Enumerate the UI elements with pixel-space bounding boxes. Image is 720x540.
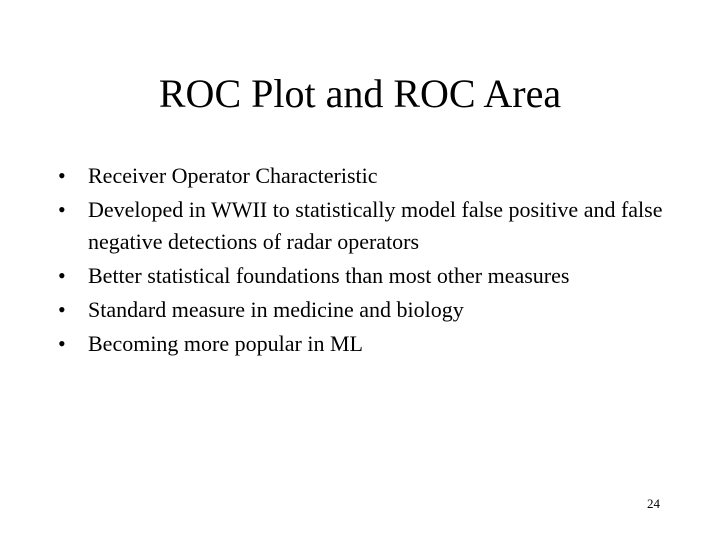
bullet-item <box>58 160 678 192</box>
bullet-text: Becoming more popular in ML <box>88 331 363 356</box>
bullet-icon: • <box>58 197 66 222</box>
bullet-item <box>58 328 678 360</box>
bullet-icon: • <box>58 163 66 188</box>
bullet-item <box>58 194 678 258</box>
bullet-text: Developed in WWII to statistically model false positive and false negative detections of radar operators <box>88 197 663 254</box>
page-number: 24 <box>647 496 660 511</box>
bullet-item <box>58 260 678 292</box>
bullet-text: Standard measure in medicine and biology <box>88 297 464 322</box>
bullet-icon: • <box>58 263 66 288</box>
slide-title: ROC Plot and ROC Area <box>158 71 562 116</box>
bullet-text: Better statistical foundations than most other measures <box>88 263 570 288</box>
bullet-icon: • <box>58 331 66 356</box>
bullet-item <box>58 294 678 326</box>
bullet-list <box>58 160 678 362</box>
bullet-icon: • <box>58 297 66 322</box>
bullet-text: Receiver Operator Characteristic <box>88 163 378 188</box>
